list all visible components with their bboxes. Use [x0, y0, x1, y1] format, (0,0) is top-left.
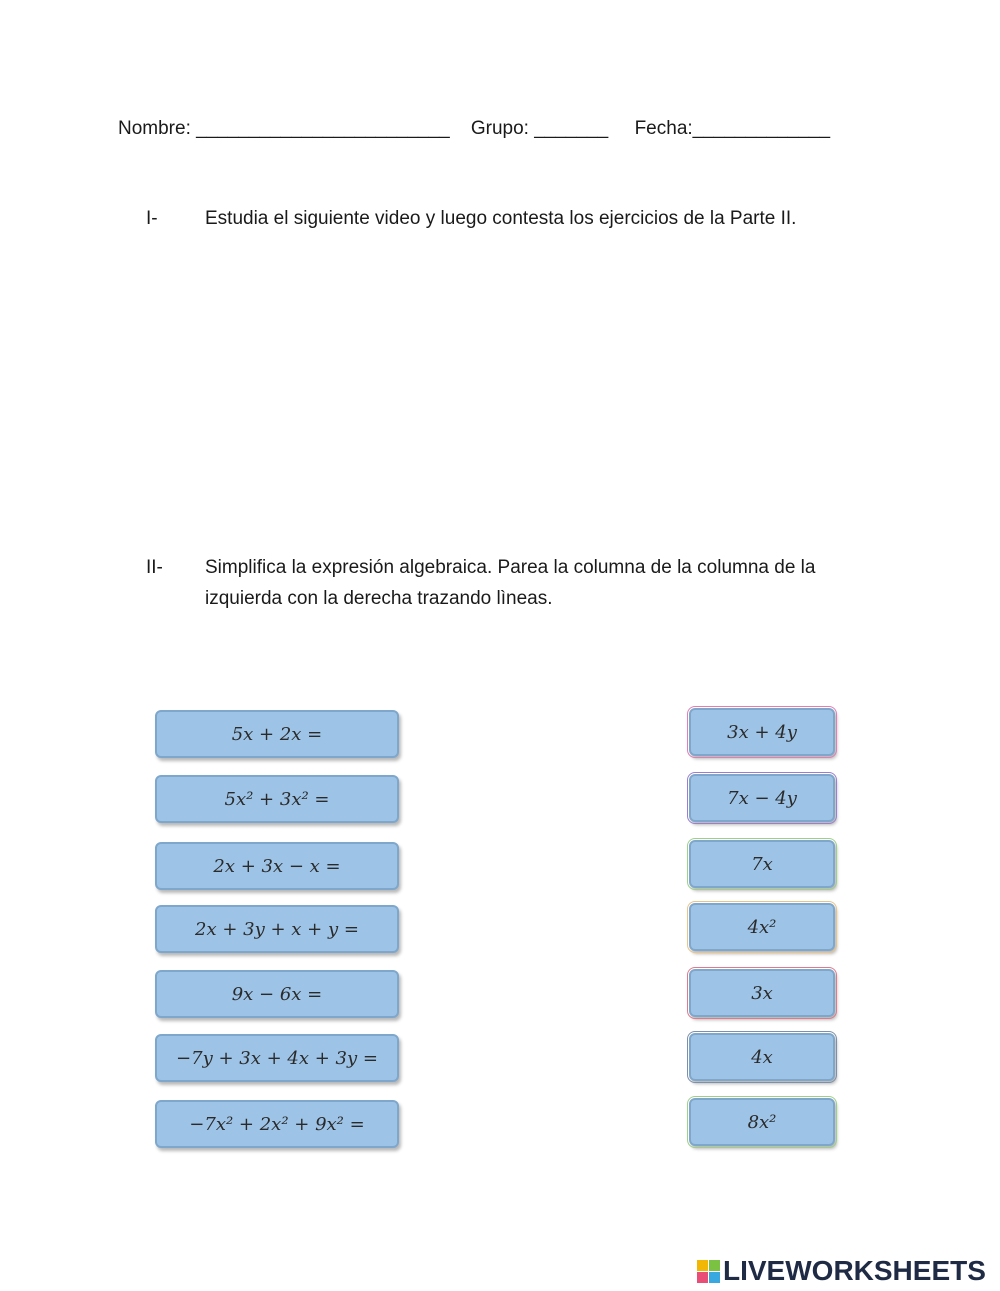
- student-info-line: Nombre: ________________________ Grupo: _______ Fecha:_____________: [118, 118, 831, 139]
- right-answer-1[interactable]: 3x + 4y: [689, 708, 835, 756]
- section-1-instructions: Estudia el siguiente video y luego contesta los ejercicios de la Parte II.: [205, 208, 797, 229]
- section-2-number: II-: [146, 557, 163, 578]
- liveworksheets-logo: [697, 1254, 986, 1288]
- right-answer-3[interactable]: 7x: [689, 840, 835, 888]
- left-expression-4[interactable]: 2x + 3y + x + y =: [155, 905, 399, 953]
- section-1: [146, 203, 886, 234]
- right-answer-5[interactable]: 3x: [689, 969, 835, 1017]
- left-expression-1[interactable]: 5x + 2x =: [155, 710, 399, 758]
- right-answer-4[interactable]: 4x²: [689, 903, 835, 951]
- section-1-number: I-: [146, 208, 158, 229]
- left-expression-6[interactable]: −7y + 3x + 4x + 3y =: [155, 1034, 399, 1082]
- left-expression-2[interactable]: 5x² + 3x² =: [155, 775, 399, 823]
- right-answer-2[interactable]: 7x − 4y: [689, 774, 835, 822]
- left-expression-7[interactable]: −7x² + 2x² + 9x² =: [155, 1100, 399, 1148]
- right-answer-7[interactable]: 8x²: [689, 1098, 835, 1146]
- right-answer-6[interactable]: 4x: [689, 1033, 835, 1081]
- left-expression-3[interactable]: 2x + 3x − x =: [155, 842, 399, 890]
- left-expression-5[interactable]: 9x − 6x =: [155, 970, 399, 1018]
- section-2: [146, 552, 886, 614]
- logo-text: LIVEWORKSHEETS: [723, 1255, 986, 1286]
- logo-mark-icon: [697, 1260, 720, 1283]
- section-2-instructions: Simplifica la expresión algebraica. Parea la columna de la columna de la izquierda con la derecha trazando lìneas.: [205, 557, 816, 609]
